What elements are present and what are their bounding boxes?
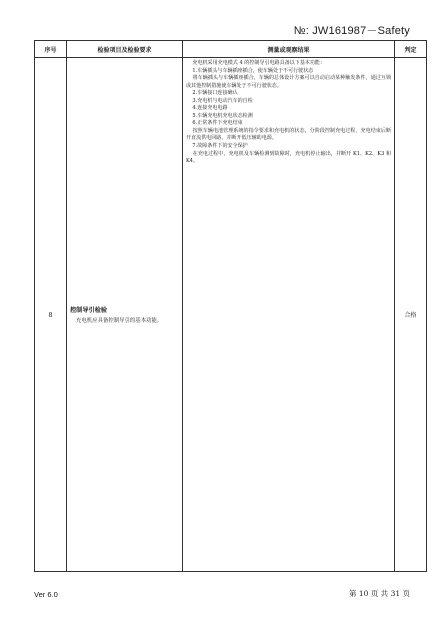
result-text: 充电机采用充电模式 4 的控制导引电路具备以下基本功能： 1.车辆插头与车辆插座插合，使车辆处于不可行驶状态 将车辆插头与车辆插座插合，车辆的总体设计方案可以自动启动某种触发条件，通过互锁或其他控制措施使车辆处于不可行驶状态。 2.车辆接口连接确认 3.充电机与电动汽车的自检 4.连接充电电路 5.车辆充电机充电状态检测 6.正常条件下充电结束 按照车辆电池管理系统的指令要求和充电机的状态，分阶段控制充电过程，充电结束后断开直流供电回路，并断开低压辅助电源。 7.故障条件下的安全保护 在充电过程中，充电机及车辆检测到故障时，充电机停止输出，并断开 K1、K2、K3 和 K4。 bbox=[186, 60, 392, 165]
inspection-item-title: 控制导引检验 bbox=[70, 307, 108, 314]
column-header-result: 测量或观察结果 bbox=[183, 41, 395, 58]
page-number: 第 10 页 共 31 页 bbox=[348, 589, 410, 598]
table-row bbox=[35, 58, 427, 572]
result-cell bbox=[183, 58, 395, 572]
column-header-item: 检验项目及检验要求 bbox=[67, 41, 183, 58]
column-header-verdict: 判定 bbox=[395, 41, 427, 58]
column-header-index: 序号 bbox=[35, 41, 67, 58]
table-header-row bbox=[35, 41, 427, 58]
document-number: №: JW161987－Safety bbox=[293, 25, 410, 37]
inspection-table bbox=[34, 40, 427, 572]
version-label: Ver 6.0 bbox=[34, 590, 58, 599]
verdict-cell: 合格 bbox=[395, 58, 427, 572]
inspection-item-requirement: 充电机应具备控制导引的基本功能。 bbox=[76, 318, 163, 324]
row-index: 8 bbox=[35, 58, 67, 572]
inspection-item-cell bbox=[67, 58, 183, 572]
